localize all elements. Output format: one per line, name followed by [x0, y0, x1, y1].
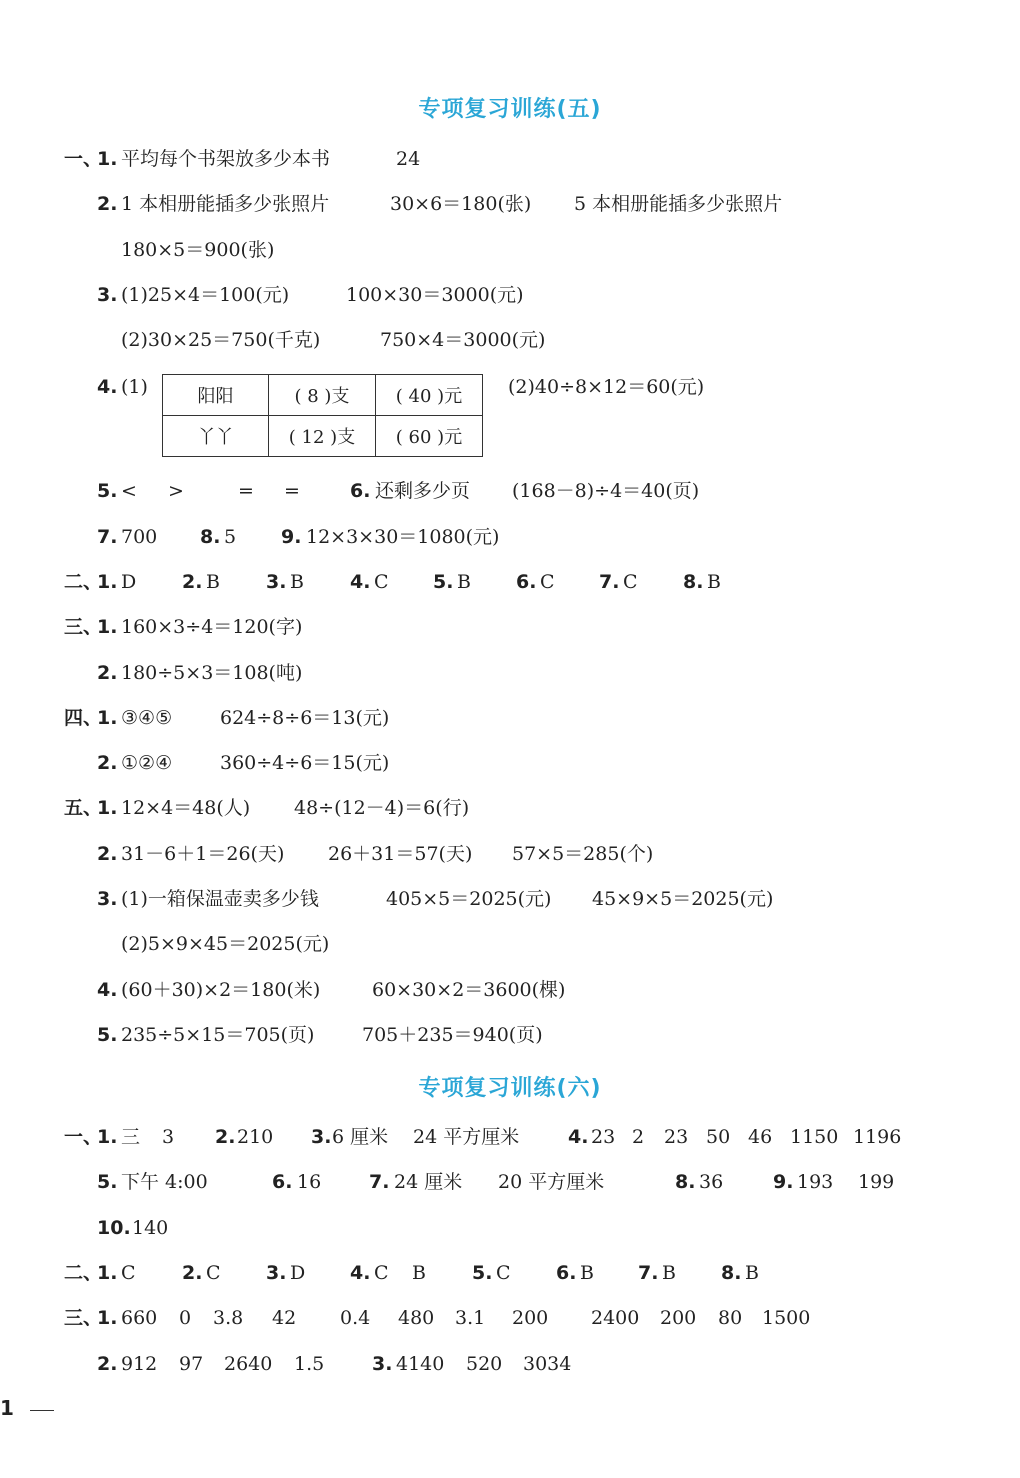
answer-text: 16: [297, 1171, 322, 1193]
answer-text: B: [707, 571, 721, 593]
answer-text: 24 平方厘米: [413, 1126, 520, 1148]
section-marker: 二、: [64, 571, 103, 593]
item-number: 9.: [773, 1171, 794, 1193]
answer-text: (1)25×4＝100(元): [121, 284, 290, 306]
item-number: 1.: [97, 1307, 118, 1329]
item-number: 3.: [266, 1262, 287, 1284]
answer-table: [162, 374, 483, 457]
answer-line: [0, 235, 1020, 265]
item-number: 6.: [556, 1262, 577, 1284]
answer-text: 160×3÷4＝120(字): [121, 616, 303, 638]
answer-line: [0, 929, 1020, 959]
answer-line: [0, 793, 1020, 823]
answer-text: D: [121, 571, 137, 593]
answer-text: (2)5×9×45＝2025(元): [121, 933, 330, 955]
answer-text: 三: [121, 1126, 141, 1148]
item-number: 4.: [97, 979, 118, 1001]
answer-text: 平均每个书架放多少本书: [121, 148, 331, 170]
answer-text: 80: [718, 1307, 743, 1329]
answer-text: 1 本相册能插多少张照片: [121, 193, 330, 215]
answer-text: 42: [272, 1307, 297, 1329]
item-number: 2.: [97, 193, 118, 215]
answer-text: =: [284, 480, 300, 502]
item-number: 4.: [568, 1126, 589, 1148]
answer-line: [0, 1122, 1020, 1152]
answer-line: [0, 748, 1020, 778]
item-number: 1.: [97, 797, 118, 819]
answer-line: [0, 567, 1020, 597]
item-number: 1.: [97, 571, 118, 593]
answer-line: [0, 839, 1020, 869]
answer-text: 30×6＝180(张): [390, 193, 532, 215]
answer-text: <: [121, 480, 137, 502]
answer-line: [0, 975, 1020, 1005]
answer-text: 5 本相册能插多少张照片: [574, 193, 783, 215]
answer-text: 4140: [396, 1353, 445, 1375]
answer-text: 60×30×2＝3600(棵): [372, 979, 566, 1001]
answer-text: (168－8)÷4＝40(页): [512, 480, 700, 502]
answer-text: 6 厘米: [332, 1126, 389, 1148]
answer-text: 2: [632, 1126, 645, 1148]
answer-line: [0, 280, 1020, 310]
answer-text: (1)一箱保温壶卖多少钱: [121, 888, 319, 910]
answer-text: 199: [858, 1171, 895, 1193]
item-number: 3.: [266, 571, 287, 593]
answer-text: 235÷5×15＝705(页): [121, 1024, 315, 1046]
item-number: 6.: [516, 571, 537, 593]
answer-line: [0, 476, 1020, 506]
answer-text: >: [168, 480, 184, 502]
answer-text: 12×4＝48(人): [121, 797, 251, 819]
answer-line: [0, 1213, 1020, 1243]
answer-text: 24 厘米: [394, 1171, 463, 1193]
answer-text: =: [238, 480, 254, 502]
answer-text: 480: [398, 1307, 435, 1329]
item-number: 3.: [311, 1126, 332, 1148]
item-number: 2.: [182, 1262, 203, 1284]
answer-line: [0, 612, 1020, 642]
answer-text: (60＋30)×2＝180(米): [121, 979, 321, 1001]
answer-text: 360÷4÷6＝15(元): [220, 752, 390, 774]
answer-text: C: [496, 1262, 511, 1284]
answer-line: [0, 1167, 1020, 1197]
answer-text: 50: [706, 1126, 731, 1148]
answer-text: 750×4＝3000(元): [380, 329, 546, 351]
answer-text: 520: [466, 1353, 503, 1375]
answer-line: [0, 658, 1020, 688]
table-cell: ( 8 )支: [269, 375, 376, 416]
answer-line: [0, 1303, 1020, 1333]
answer-text: 还剩多少页: [375, 480, 471, 502]
section-marker: 五、: [64, 797, 103, 819]
item-number: 5.: [97, 480, 118, 502]
item-number: 8.: [683, 571, 704, 593]
answer-text: 1196: [853, 1126, 902, 1148]
answer-text: 45×9×5＝2025(元): [592, 888, 774, 910]
item-number: 4.: [97, 376, 118, 398]
answer-text: 1.5: [294, 1353, 325, 1375]
answer-text: 下午 4:00: [121, 1171, 208, 1193]
answer-line: [0, 522, 1020, 552]
answer-text: 23: [664, 1126, 689, 1148]
answer-text: 2400: [591, 1307, 640, 1329]
item-number: 5.: [97, 1171, 118, 1193]
item-number: 9.: [281, 526, 302, 548]
answer-line: [0, 325, 1020, 355]
answer-text: 180×5＝900(张): [121, 239, 275, 261]
answer-text: B: [412, 1262, 426, 1284]
item-number: 2.: [215, 1126, 236, 1148]
item-number: 7.: [638, 1262, 659, 1284]
section-marker: 三、: [64, 1307, 103, 1329]
answer-text: (1): [121, 376, 148, 398]
answer-text: 700: [121, 526, 158, 548]
answer-text: D: [290, 1262, 306, 1284]
answer-text: 3034: [523, 1353, 572, 1375]
answer-text: 0.4: [340, 1307, 371, 1329]
answer-text: 3.8: [213, 1307, 244, 1329]
answer-text: 193: [797, 1171, 834, 1193]
table-cell: ( 60 )元: [376, 416, 483, 457]
answer-line: [0, 703, 1020, 733]
answer-text: C: [540, 571, 555, 593]
item-number: 7.: [97, 526, 118, 548]
page-number-rule: [30, 1410, 54, 1411]
item-number: 5.: [97, 1024, 118, 1046]
item-number: 3.: [372, 1353, 393, 1375]
answer-line: [0, 1258, 1020, 1288]
answer-text: ①②④: [121, 752, 173, 774]
item-number: 2.: [97, 843, 118, 865]
answer-text: C: [206, 1262, 221, 1284]
answer-text: C: [374, 571, 389, 593]
item-number: 2.: [97, 752, 118, 774]
answer-text: 0: [179, 1307, 192, 1329]
item-number: 8.: [200, 526, 221, 548]
answer-text: 100×30＝3000(元): [346, 284, 524, 306]
answer-line: [0, 1020, 1020, 1050]
answer-text: 46: [748, 1126, 773, 1148]
answer-text: 705＋235＝940(页): [362, 1024, 543, 1046]
answer-text: 3.1: [455, 1307, 486, 1329]
item-number: 7.: [599, 571, 620, 593]
item-number: 3.: [97, 888, 118, 910]
section-marker: 三、: [64, 616, 103, 638]
answer-text: 5: [224, 526, 237, 548]
answer-text: C: [374, 1262, 389, 1284]
answer-text: 48÷(12－4)＝6(行): [294, 797, 470, 819]
answer-text: C: [121, 1262, 136, 1284]
section-marker: 二、: [64, 1262, 103, 1284]
answer-text: (2)40÷8×12＝60(元): [508, 376, 705, 398]
answer-text: ③④⑤: [121, 707, 173, 729]
item-number: 2.: [182, 571, 203, 593]
answer-text: B: [580, 1262, 594, 1284]
table-cell: ( 40 )元: [376, 375, 483, 416]
answer-text: 660: [121, 1307, 158, 1329]
answer-text: B: [745, 1262, 759, 1284]
item-number: 1.: [97, 1126, 118, 1148]
item-number: 2.: [97, 662, 118, 684]
answer-text: B: [290, 571, 304, 593]
answer-text: 912: [121, 1353, 158, 1375]
answer-text: 36: [699, 1171, 724, 1193]
answer-text: 23: [591, 1126, 616, 1148]
answer-text: 200: [660, 1307, 697, 1329]
answer-text: 20 平方厘米: [498, 1171, 605, 1193]
section-title-6: 专项复习训练(六): [418, 1076, 602, 1101]
table-cell: 丫丫: [163, 416, 269, 457]
item-number: 7.: [369, 1171, 390, 1193]
answer-text: 1500: [762, 1307, 811, 1329]
answer-text: 3: [162, 1126, 175, 1148]
answer-text: 24: [396, 148, 421, 170]
table-row: [163, 416, 483, 457]
answer-text: 31－6＋1＝26(天): [121, 843, 285, 865]
item-number: 4.: [350, 1262, 371, 1284]
item-number: 6.: [350, 480, 371, 502]
answer-text: 140: [132, 1217, 169, 1239]
answer-text: 624÷8÷6＝13(元): [220, 707, 390, 729]
answer-text: B: [206, 571, 220, 593]
answer-text: 12×3×30＝1080(元): [306, 526, 500, 548]
table-cell: ( 12 )支: [269, 416, 376, 457]
answer-text: 200: [512, 1307, 549, 1329]
answer-text: 210: [237, 1126, 274, 1148]
item-number: 4.: [350, 571, 371, 593]
answer-text: B: [662, 1262, 676, 1284]
item-number: 8.: [675, 1171, 696, 1193]
item-number: 1.: [97, 616, 118, 638]
answer-line: [0, 372, 1020, 402]
item-number: 10.: [97, 1217, 131, 1239]
item-number: 1.: [97, 707, 118, 729]
answer-text: 1150: [790, 1126, 839, 1148]
item-number: 2.: [97, 1353, 118, 1375]
item-number: 1.: [97, 1262, 118, 1284]
answer-text: B: [457, 571, 471, 593]
item-number: 5.: [433, 571, 454, 593]
item-number: 1.: [97, 148, 118, 170]
answer-text: 26＋31＝57(天): [328, 843, 473, 865]
answer-line: [0, 884, 1020, 914]
item-number: 5.: [472, 1262, 493, 1284]
section-marker: 四、: [64, 707, 103, 729]
answer-text: 2640: [224, 1353, 273, 1375]
answer-line: [0, 1349, 1020, 1379]
page-number: 1: [0, 1396, 14, 1420]
answer-line: [0, 144, 1020, 174]
table-row: [163, 375, 483, 416]
section-marker: 一、: [64, 1126, 103, 1148]
item-number: 6.: [272, 1171, 293, 1193]
table-cell: 阳阳: [163, 375, 269, 416]
section-marker: 一、: [64, 148, 103, 170]
answer-text: (2)30×25＝750(千克): [121, 329, 321, 351]
section-title-5: 专项复习训练(五): [418, 97, 602, 122]
answer-text: 405×5＝2025(元): [386, 888, 552, 910]
answer-text: 97: [179, 1353, 204, 1375]
answer-text: C: [623, 571, 638, 593]
item-number: 3.: [97, 284, 118, 306]
answer-text: 180÷5×3＝108(吨): [121, 662, 303, 684]
item-number: 8.: [721, 1262, 742, 1284]
answer-text: 57×5＝285(个): [512, 843, 654, 865]
answer-line: [0, 189, 1020, 219]
